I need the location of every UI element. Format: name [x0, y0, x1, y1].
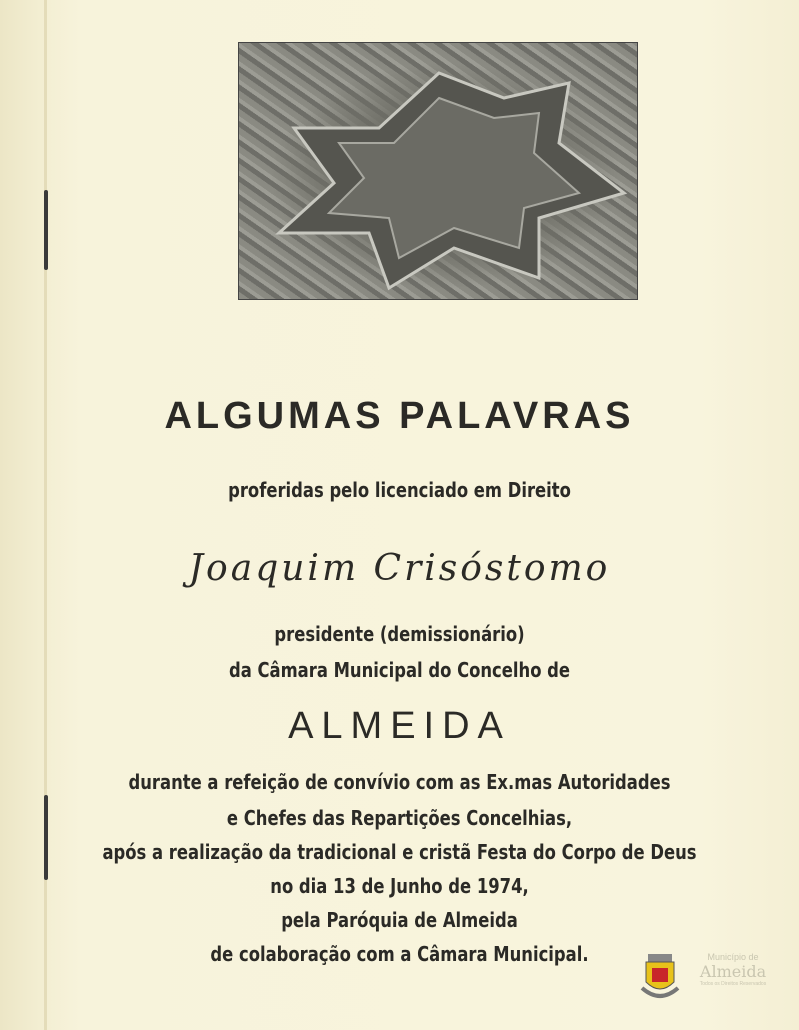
title: ALGUMAS PALAVRAS: [164, 395, 635, 437]
watermark: [698, 952, 768, 987]
body-line: durante a refeição de convívio com as Ex.mas Autoridades: [128, 770, 671, 794]
almeida-crest-icon: [638, 952, 682, 1002]
staple-top: [44, 190, 48, 270]
fortress-aerial-photo: [238, 42, 638, 300]
author-name: Joaquim Crisóstomo: [188, 548, 611, 589]
body-line: pela Paróquia de Almeida: [281, 908, 518, 932]
body-line: no dia 13 de Junho de 1974,: [270, 874, 529, 898]
city-name: ALMEIDA: [288, 705, 511, 747]
watermark-name: Almeida: [699, 962, 767, 981]
staple-bottom: [44, 795, 48, 880]
body-line: após a realização da tradicional e cristã Festa do Corpo de Deus: [102, 840, 697, 864]
institution: da Câmara Municipal do Concelho de: [228, 658, 571, 682]
body-line: e Chefes das Repartições Concelhias,: [226, 806, 573, 830]
watermark-bottom: Todos os Direitos Reservados: [699, 981, 767, 987]
watermark-top: Município de: [707, 952, 759, 962]
body-line: de colaboração com a Câmara Municipal.: [210, 942, 589, 966]
role: presidente (demissionário): [274, 622, 525, 646]
subtitle: proferidas pelo licenciado em Direito: [228, 478, 571, 502]
